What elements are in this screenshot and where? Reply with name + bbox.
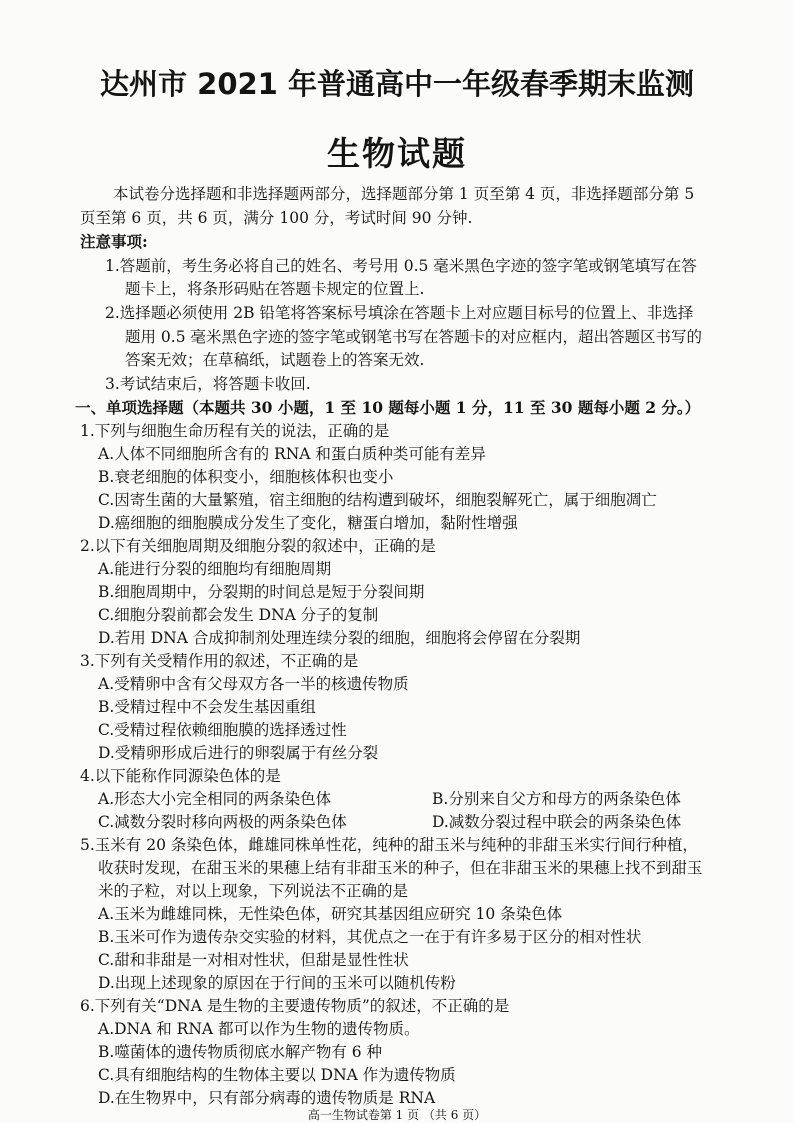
q2-stem: 2.以下有关细胞周期及细胞分裂的叙述中，正确的是 xyxy=(80,537,436,555)
notice-3: 3.考试结束后，将答题卡收回. xyxy=(105,375,311,393)
q4-option-b: B.分别来自父方和母方的两条染色体 xyxy=(432,790,681,808)
intro-line-2: 页至第 6 页，共 6 页，满分 100 分，考试时间 90 分钟. xyxy=(80,209,473,227)
q4-option-d: D.减数分裂过程中联会的两条染色体 xyxy=(432,813,682,831)
q4-stem: 4.以下能称作同源染色体的是 xyxy=(80,767,281,785)
q6-stem: 6.下列有关“DNA 是生物的主要遗传物质”的叙述，不正确的是 xyxy=(80,997,510,1015)
q2-option-a: A.能进行分裂的细胞均有细胞周期 xyxy=(98,560,332,578)
q1-stem: 1.下列与细胞生命历程有关的说法，正确的是 xyxy=(80,422,390,440)
q5-option-d: D.出现上述现象的原因在于行间的玉米可以随机传粉 xyxy=(98,974,456,992)
q5-option-a: A.玉米为雌雄同株，无性染色体，研究其基因组应研究 10 条染色体 xyxy=(98,905,563,923)
q1-option-a: A.人体不同细胞所含有的 RNA 和蛋白质种类可能有差异 xyxy=(98,445,486,463)
q2-option-d: D.若用 DNA 合成抑制剂处理连续分裂的细胞，细胞将会停留在分裂期 xyxy=(98,629,581,647)
q5-stem-2: 收获时发现，在甜玉米的果穗上结有非甜玉米的种子，但在非甜玉米的果穗上找不到甜玉 xyxy=(98,859,703,877)
q3-option-b: B.受精过程中不会发生基因重组 xyxy=(98,698,316,716)
q5-stem-1: 5.玉米有 20 条染色体，雌雄同株单性花，纯种的甜玉米与纯种的非甜玉米实行间行种植， xyxy=(80,836,698,854)
q3-option-a: A.受精卵中含有父母双方各一半的核遗传物质 xyxy=(98,675,409,693)
q1-option-b: B.衰老细胞的体积变小，细胞核体积也变小 xyxy=(98,468,394,486)
q3-option-d: D.受精卵形成后进行的卵裂属于有丝分裂 xyxy=(98,744,379,762)
notice-1b: 题卡上，将条形码贴在答题卡规定的位置上. xyxy=(125,280,425,298)
q4-option-c: C.减数分裂时移向两极的两条染色体 xyxy=(98,813,347,831)
q6-option-a: A.DNA 和 RNA 都可以作为生物的遗传物质。 xyxy=(98,1020,420,1038)
q1-option-c: C.因寄生菌的大量繁殖，宿主细胞的结构遭到破坏，细胞裂解死亡，属于细胞凋亡 xyxy=(98,491,657,509)
exam-title: 达州市 2021 年普通高中一年级春季期末监测 xyxy=(100,67,694,101)
q3-option-c: C.受精过程依赖细胞膜的选择透过性 xyxy=(98,721,347,739)
section-heading: 一、单项选择题（本题共 30 小题，1 至 10 题每小题 1 分，11 至 30 题每小题 2 分。） xyxy=(75,398,701,417)
q4-option-a: A.形态大小完全相同的两条染色体 xyxy=(98,790,332,808)
page-footer: 高一生物试卷第 1 页 （共 6 页） xyxy=(307,1108,487,1122)
q2-option-b: B.细胞周期中，分裂期的时间总是短于分裂间期 xyxy=(98,583,425,601)
notice-heading: 注意事项: xyxy=(80,232,148,251)
notice-1a: 1.答题前，考生务必将自己的姓名、考号用 0.5 毫米黑色字迹的签字笔或钢笔填写在答 xyxy=(105,257,697,275)
q5-option-b: B.玉米可作为遗传杂交实验的材料，其优点之一在于有许多易于区分的相对性状 xyxy=(98,928,642,946)
q3-stem: 3.下列有关受精作用的叙述，不正确的是 xyxy=(80,652,359,670)
q1-option-d: D.癌细胞的细胞膜成分发生了变化，糖蛋白增加，黏附性增强 xyxy=(98,514,518,532)
q5-option-c: C.甜和非甜是一对相对性状，但甜是显性性状 xyxy=(98,951,409,969)
exam-subject: 生物试题 xyxy=(327,134,467,173)
q6-option-b: B.噬菌体的遗传物质彻底水解产物有 6 种 xyxy=(98,1043,383,1061)
q6-option-d: D.在生物界中，只有部分病毒的遗传物质是 RNA xyxy=(98,1089,436,1107)
notice-2c: 答案无效；在草稿纸，试题卷上的答案无效. xyxy=(125,351,425,369)
notice-2b: 题用 0.5 毫米黑色字迹的签字笔或钢笔书写在答题卡的对应框内，超出答题区书写的 xyxy=(125,328,703,346)
q2-option-c: C.细胞分裂前都会发生 DNA 分子的复制 xyxy=(98,606,379,624)
notice-2a: 2.选择题必须使用 2B 铅笔将答案标号填涂在答题卡上对应题目标号的位置上、非选择 xyxy=(105,304,694,322)
intro-line-1: 本试卷分选择题和非选择题两部分，选择题部分第 1 页至第 4 页，非选择题部分第 5 xyxy=(113,185,695,203)
q6-option-c: C.具有细胞结构的生物体主要以 DNA 作为遗传物质 xyxy=(98,1066,456,1084)
q5-stem-3: 米的子粒，对以上现象，下列说法不正确的是 xyxy=(98,882,409,900)
